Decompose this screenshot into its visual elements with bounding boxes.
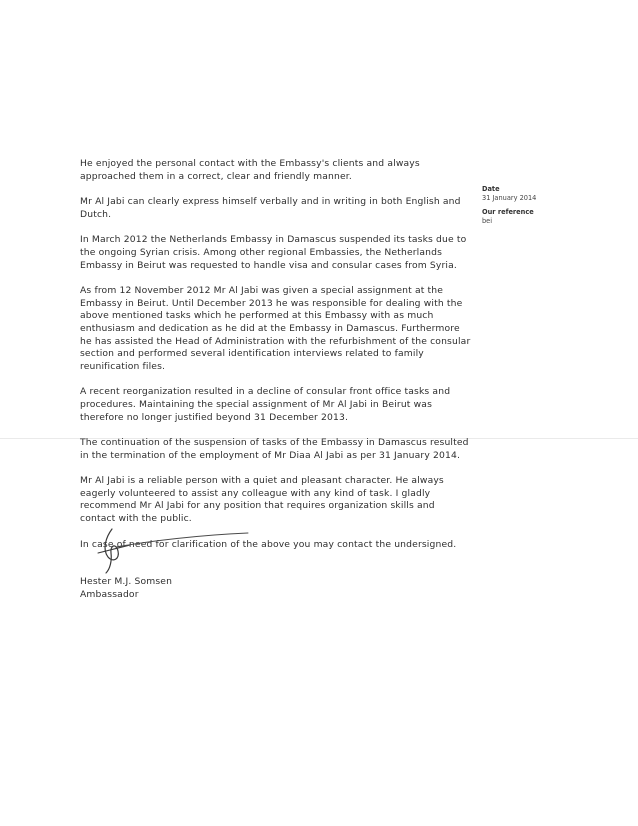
date-value: 31 January 2014 — [482, 193, 537, 202]
handwritten-signature — [80, 523, 250, 575]
paragraph-syrian-crisis: In March 2012 the Netherlands Embassy in Damascus suspended its tasks due to the ongoing Syrian crisis. Among other regional Embassies, the Netherlands Embassy in Beirut was requested to handle visa and consular cases from Syria. — [80, 234, 467, 271]
signatory-name: Hester M.J. Somsen — [80, 576, 173, 587]
letter-sidebar — [482, 185, 582, 231]
paragraph-special-assignment: As from 12 November 2012 Mr Al Jabi was given a special assignment at the Embassy in Beirut. Until December 2013 he was responsible for dealing with the above mentioned tasks which he performed at this Embassy with as much enthusiasm and dedication as he did at the Embassy in Damascus. Furthermore he has assisted the Head of Administration with the refurbishment of the consular section and performed several identification interviews related to family reunification files. — [80, 285, 471, 372]
signatory-title: Ambassador — [80, 588, 139, 600]
paragraph-recommendation: Mr Al Jabi is a reliable person with a quiet and pleasant character. He always eagerly volunteered to assist any colleague with any kind of task. I gladly recommend Mr Al Jabi for any position that requires organization skills and contact with the public. — [80, 475, 444, 525]
letter-body — [80, 158, 472, 564]
signature-block — [80, 576, 280, 601]
paragraph-termination: The continuation of the suspension of tasks of the Embassy in Damascus resulted in the termination of the employment of Mr Diaa Al Jabi as per 31 January 2014. — [80, 437, 469, 461]
reference-value: bei — [482, 216, 493, 225]
paragraph-languages: Mr Al Jabi can clearly express himself verbally and in writing in both English and Dutch. — [80, 196, 461, 220]
reference-label: Our reference — [482, 208, 534, 217]
date-label: Date — [482, 185, 500, 193]
paragraph-clarification: In case of need for clarification of the above you may contact the undersigned. — [80, 538, 457, 550]
paragraph-reorganization: A recent reorganization resulted in a decline of consular front office tasks and procedures. Maintaining the special assignment of Mr Al Jabi in Beirut was therefore no longer justified beyond 31 December 2013. — [80, 386, 451, 423]
paragraph-client-contact: He enjoyed the personal contact with the Embassy's clients and always approached them in a correct, clear and friendly manner. — [80, 158, 420, 182]
